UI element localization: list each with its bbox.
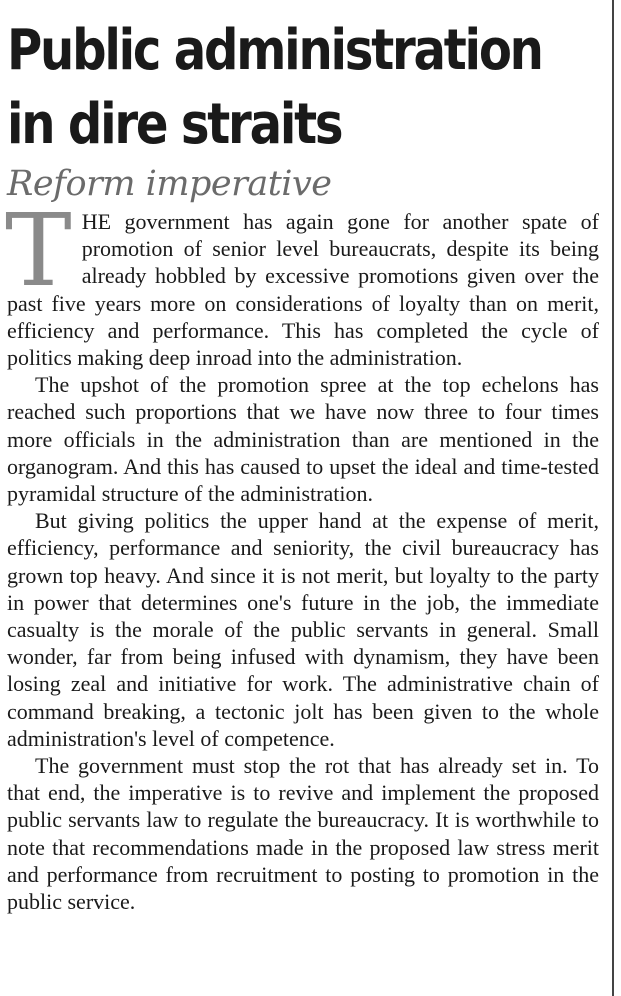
- paragraph-1: [5, 192, 599, 371]
- headline-line-2: in dire straits: [7, 92, 342, 157]
- paragraph-3: But giving politics the upper hand at the expense of merit, efficiency, performance and seniority, the civil bureaucracy has grown top heavy. And since it is not merit, but loyalty to the party in power that determines one's future in the job, the immediate casualty is the morale of the public servants in general. Small wonder, far from being infused with dynamism, they have been losing zeal and initiative for work. The administrative chain of command breaking, a tectonic jolt has been given to the whole administration's level of competence.: [7, 508, 599, 751]
- headline: [7, 14, 542, 162]
- drop-cap: T: [5, 192, 72, 309]
- editorial-article: [7, 14, 599, 915]
- article-body: [5, 192, 599, 915]
- subheadline: Reform imperative: [7, 164, 332, 204]
- paragraph-2: The upshot of the promotion spree at the top echelons has reached such proportions that we have now three to four times more officials in the administration than are mentioned in the organogram. And this has caused to upset the ideal and time-tested pyramidal structure of the administration.: [7, 372, 599, 507]
- headline-line-1: Public administration: [7, 18, 542, 83]
- paragraph-4: The government must stop the rot that has already set in. To that end, the imperative is to revive and implement the proposed public servants law to regulate the bureaucracy. It is worthwhile to note that recommendations made in the proposed law stress merit and performance from recruitment to posting to promotion in the public service.: [7, 753, 599, 915]
- column-rule: [612, 0, 614, 996]
- paragraph-1-text: HE government has again gone for another spate of promotion of senior level bureaucrats, despite its being already hobbled by excessive promotions given over the past five years more on considerations of loyalty than on merit, efficiency and performance. This has completed the cycle of politics making deep inroad into the administration.: [7, 209, 599, 371]
